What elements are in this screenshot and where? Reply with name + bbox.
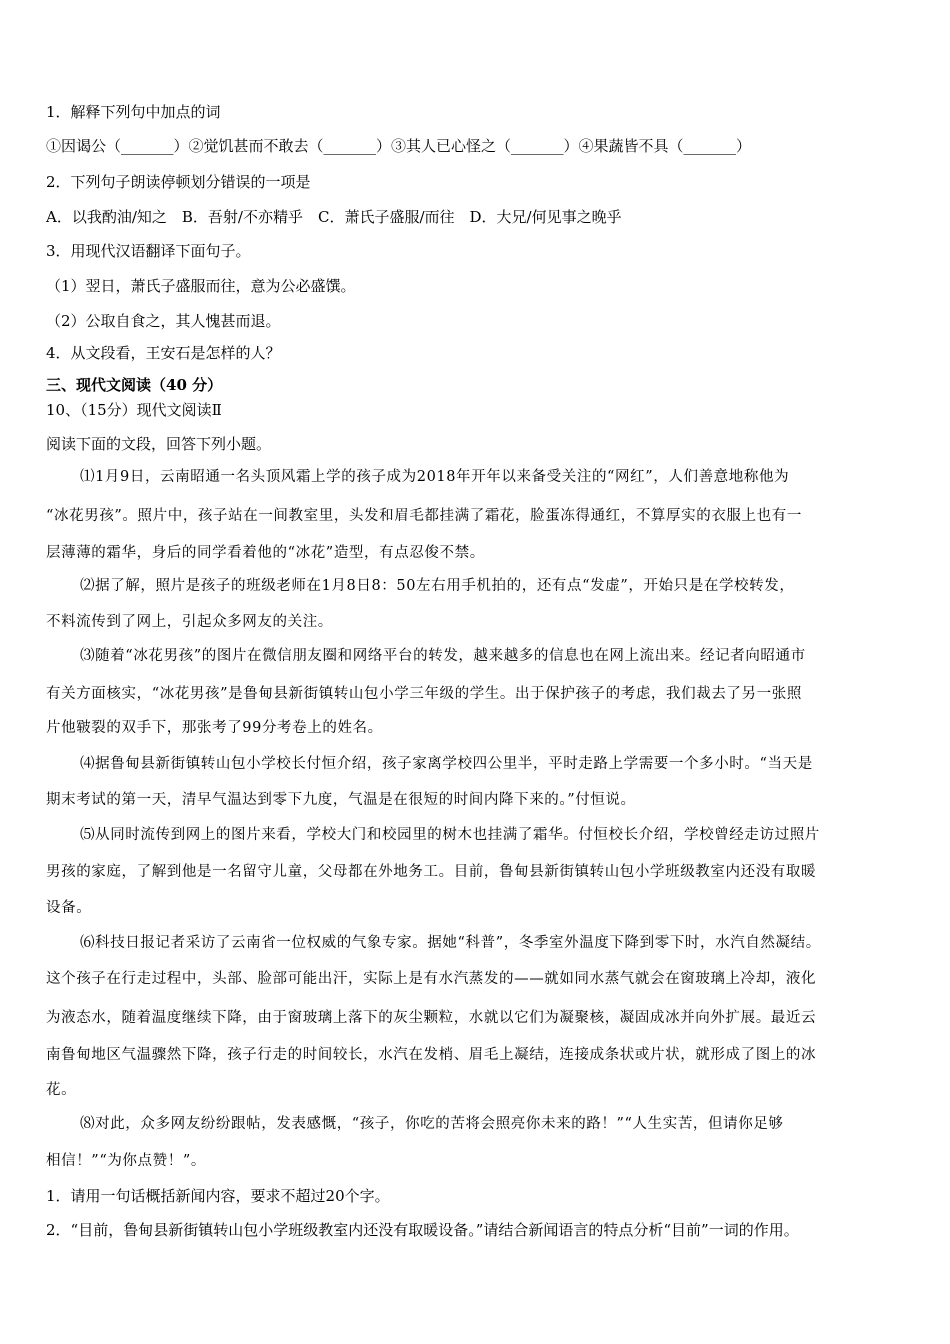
paragraph-4-line-1: ⑷据鲁甸县新街镇转山包小学校长付恒介绍，孩子家离学校四公里半，平时走路上学需要一个多小时。“当天是 (80, 756, 813, 772)
paragraph-2-line-1: ⑵据了解，照片是孩子的班级老师在1月8日8：50左右用手机拍的，还有点“发虚”，开始只是在学校转发， (80, 578, 795, 594)
paragraph-5-line-3: 设备。 (46, 900, 92, 916)
paragraph-8-line-2: 相信！”“为你点赞！”。 (46, 1153, 206, 1169)
paragraph-6-line-1: ⑹科技日报记者采访了云南省一位权威的气象专家。据她“科普”，冬季室外温度下降到零下时，水汽自然凝结。 (80, 935, 821, 951)
reading-instruction: 阅读下面的文段，回答下列小题。 (46, 435, 272, 453)
section-3-heading: 三、现代文阅读（40 分） (46, 376, 223, 394)
paragraph-5-line-1: ⑸从同时流传到网上的图片来看，学校大门和校园里的树木也挂满了霜华。付恒校长介绍，学校曾经走访过照片 (80, 827, 820, 843)
paragraph-6-line-2: 这个孩子在行走过程中，头部、脸部可能出汗，实际上是有水汽蒸发的——就如同水蒸气就会在窗玻璃上冷却，液化 (46, 971, 817, 987)
question-3-prompt: 3．用现代汉语翻译下面句子。 (46, 242, 251, 260)
paragraph-1-line-2: “冰花男孩”。照片中，孩子站在一间教室里，头发和眉毛都挂满了霜花，脸蛋冻得通红，不算厚实的衣服上也有一 (46, 508, 802, 524)
paragraph-1-line-3: 层薄薄的霜华，身后的同学看着他的“冰花”造型，有点忍俊不禁。 (46, 545, 485, 561)
question-1-items: ①因谒公（_______）②觉饥甚而不敢去（_______）③其人已心怪之（_______）④果蔬皆不具（_______） (46, 137, 752, 155)
question-2-options: A．以我酌油/知之 B．吾射/不亦精乎 C．萧氏子盛服/而往 D．大兄/何见事之晚乎 (46, 208, 622, 226)
paragraph-3-line-3: 片他皲裂的双手下，那张考了99分考卷上的姓名。 (46, 720, 383, 736)
question-10-title: 10、（15分）现代文阅读Ⅱ (46, 401, 222, 419)
question-1-prompt: 1．解释下列句中加点的词 (46, 103, 221, 121)
paragraph-6-line-3: 为液态水，随着温度继续下降，由于窗玻璃上落下的灰尘颗粒，水就以它们为凝聚核，凝固成冰并向外扩展。最近云 (46, 1010, 817, 1026)
question-4-prompt: 4．从文段看，王安石是怎样的人？ (46, 344, 281, 362)
paragraph-8-line-1: ⑻对此，众多网友纷纷跟帖，发表感慨，“孩子，你吃的苦将会照亮你未来的路！”“人生实苦，但请你足够 (80, 1116, 784, 1132)
subquestion-1: 1．请用一句话概括新闻内容，要求不超过20个字。 (46, 1187, 390, 1205)
paragraph-4-line-2: 期末考试的第一天，清早气温达到零下九度，气温是在很短的时间内降下来的。”付恒说。 (46, 792, 636, 808)
paragraph-2-line-2: 不料流传到了网上，引起众多网友的关注。 (46, 614, 333, 630)
question-3-item-2: （2）公取自食之，其人愧甚而退。 (46, 312, 281, 330)
paragraph-6-line-5: 花。 (46, 1082, 77, 1098)
paragraph-6-line-4: 南鲁甸地区气温骤然下降，孩子行走的时间较长，水汽在发梢、眉毛上凝结，连接成条状或片状，就形成了图上的冰 (46, 1047, 817, 1063)
paragraph-3-line-1: ⑶随着“冰花男孩”的图片在微信朋友圈和网络平台的转发，越来越多的信息也在网上流出来。经记者向昭通市 (80, 648, 806, 664)
question-2-prompt: 2．下列句子朗读停顿划分错误的一项是 (46, 173, 311, 191)
paragraph-1-line-1: ⑴1月9日，云南昭通一名头顶风霜上学的孩子成为2018年开年以来备受关注的“网红”，人们善意地称他为 (80, 469, 790, 485)
subquestion-2: 2．“目前，鲁甸县新街镇转山包小学班级教室内还没有取暖设备。”请结合新闻语言的特点分析“目前”一词的作用。 (46, 1221, 799, 1239)
paragraph-3-line-2: 有关方面核实，“冰花男孩”是鲁甸县新街镇转山包小学三年级的学生。出于保护孩子的考虑，我们裁去了另一张照 (46, 686, 802, 702)
paragraph-5-line-2: 男孩的家庭，了解到他是一名留守儿童，父母都在外地务工。目前，鲁甸县新街镇转山包小学班级教室内还没有取暖 (46, 864, 817, 880)
question-3-item-1: （1）翌日，萧氏子盛服而往，意为公必盛馔。 (46, 277, 356, 295)
